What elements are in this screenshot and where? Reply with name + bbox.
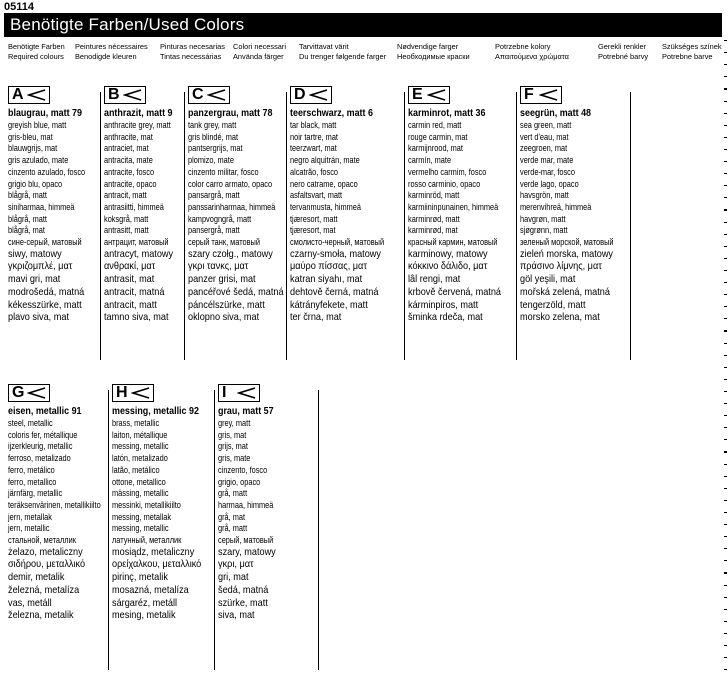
translation-item: antracit, matná — [104, 286, 165, 298]
translation-item: alcatrão, fosco — [290, 166, 338, 177]
translation-item: красный кармин, матовый — [408, 237, 498, 248]
color-column-e — [408, 86, 518, 325]
edge-tick — [724, 52, 727, 53]
translation-item: karminrød, matt — [408, 213, 460, 224]
edge-tick — [724, 125, 727, 126]
translation-item: karminrød, mat — [408, 225, 458, 236]
legend-line-primary: Szükséges színek — [662, 42, 722, 51]
translation-item: siwy, matowy — [8, 248, 62, 260]
translation-item: gris blindé, mat — [188, 131, 239, 142]
translation-item: ijzerkleurig, metallic — [8, 441, 73, 452]
translation-item: серый, матовый — [218, 535, 274, 546]
legend-entry — [75, 42, 148, 61]
edge-tick — [724, 524, 727, 525]
translation-item: ferro, metallico — [8, 476, 57, 487]
translation-item: ottone, metallico — [112, 476, 166, 487]
column-divider — [516, 92, 517, 360]
translation-item: merenvihreä, himmeä — [520, 201, 592, 212]
translation-item: cinzento azulado, fosco — [8, 166, 86, 177]
translation-item: greyish blue, matt — [8, 120, 67, 130]
translation-item: grey, matt — [218, 418, 251, 428]
page-title: Benötigte Farben/Used Colors — [4, 13, 722, 37]
legend-line-primary: Potrzebne kolory — [495, 42, 551, 51]
pointer-arrow-icon — [131, 387, 151, 399]
edge-tick — [724, 597, 727, 598]
translation-item: karmijnrood, mat — [408, 143, 463, 154]
translation-item: gris, mate — [218, 453, 251, 464]
translation-list — [112, 418, 213, 623]
column-divider — [286, 92, 287, 360]
edge-tick — [724, 657, 727, 658]
translation-item: mořská zelená, matná — [520, 286, 610, 298]
color-column-d — [290, 86, 405, 325]
translation-item: železna, metalik — [8, 610, 74, 622]
translation-item: mavi gri, mat — [8, 274, 61, 286]
legend-line-secondary: Необходимые краски — [397, 51, 470, 61]
edge-tick — [724, 669, 727, 670]
color-letter: C — [192, 86, 204, 103]
translation-item: carmin red, matt — [408, 120, 462, 130]
edge-tick — [724, 64, 727, 65]
column-divider — [404, 92, 405, 360]
translation-item: messinki, metallikiilto — [112, 499, 181, 510]
edge-tick — [724, 101, 727, 102]
translation-list — [8, 418, 121, 623]
pointer-arrow-icon — [539, 89, 559, 101]
translation-item: ferroso, metalizado — [8, 453, 71, 464]
legend-line-primary: Gerekli renkler — [598, 42, 647, 51]
edge-ticks — [723, 40, 727, 680]
edge-tick — [724, 330, 727, 331]
color-column-a — [8, 86, 102, 325]
color-name: anthrazit, matt 9 — [104, 108, 173, 119]
translation-item: blågrå, matt — [8, 213, 47, 224]
edge-tick — [724, 294, 727, 295]
translation-item: mosiądz, metaliczny — [112, 546, 195, 558]
translation-list — [218, 418, 286, 623]
pointer-arrow-icon — [207, 89, 227, 101]
edge-tick — [724, 318, 727, 319]
column-divider — [214, 390, 215, 670]
translation-item: gris azulado, mate — [8, 155, 69, 166]
translation-item: havgrøn, matt — [520, 213, 566, 224]
translation-item: havsgrön, matt — [520, 190, 569, 201]
edge-tick — [724, 40, 727, 41]
color-column-c — [188, 86, 297, 325]
translation-item: verde-mar, fosco — [520, 166, 575, 177]
color-letter-box — [104, 86, 146, 104]
edge-tick — [724, 621, 727, 622]
translation-item: зеленый морской, матовый — [520, 237, 614, 248]
translation-list — [290, 120, 405, 325]
edge-tick — [724, 137, 727, 138]
translation-list — [104, 120, 185, 325]
edge-tick — [724, 282, 727, 283]
translation-item: gri, mat — [218, 572, 249, 584]
column-divider — [630, 92, 631, 360]
translation-item: cinzento, fosco — [218, 464, 268, 475]
translation-item: messing, metallak — [112, 511, 172, 522]
translation-item: páncélszürke, matt — [188, 299, 265, 311]
translation-item: morsko zelena, mat — [520, 312, 600, 324]
color-letter: I — [222, 384, 227, 401]
translation-item: koksgrå, matt — [104, 213, 149, 224]
legend-line-secondary: Benodigde kleuren — [75, 51, 137, 61]
translation-item: серый танк, матовый — [188, 237, 260, 248]
translation-item: blågrå, mat — [8, 225, 45, 236]
edge-tick — [724, 343, 727, 344]
edge-tick — [724, 161, 727, 162]
translation-item: антрацит, матовый — [104, 237, 169, 248]
legend-line-primary: Peintures nécessaires — [75, 42, 148, 51]
translation-item: pansergrå, matt — [188, 225, 240, 236]
translation-list — [188, 120, 297, 325]
legend-line-secondary: Potrebne barve — [662, 51, 713, 61]
color-letter: F — [524, 86, 534, 103]
translation-item: jern, metallic — [8, 523, 50, 534]
edge-tick — [724, 391, 727, 392]
color-name: blaugrau, matt 79 — [8, 108, 83, 119]
translation-item: kátrányfekete, matt — [290, 299, 368, 311]
translation-item: mässing, metallic — [112, 488, 169, 499]
translation-item: latão, metálico — [112, 464, 160, 475]
translation-item: kárminpiros, matt — [408, 299, 479, 311]
translation-item: pancéřové šedá, matná — [188, 286, 284, 298]
translation-item: żelazo, metaliczny — [8, 546, 83, 558]
translation-item: plavo siva, mat — [8, 312, 69, 324]
color-letter-box — [408, 86, 450, 104]
column-divider — [318, 390, 319, 670]
translation-item: antracit, matt — [104, 299, 157, 311]
color-letter: B — [108, 86, 120, 103]
translation-item: смолисто-черный, матовый — [290, 237, 385, 248]
translation-item: brass, metallic — [112, 418, 160, 428]
translation-item: krbově červená, matná — [408, 286, 502, 298]
legend-entry — [397, 42, 470, 61]
edge-tick — [724, 609, 727, 610]
legend-line-secondary: Tintas necessárias — [160, 51, 222, 61]
translation-item: gris-bleu, mat — [8, 131, 53, 142]
color-column-g — [8, 384, 121, 623]
edge-tick — [724, 645, 727, 646]
pointer-arrow-icon — [27, 387, 47, 399]
edge-tick — [724, 476, 727, 477]
translation-item: carmín, mate — [408, 155, 452, 166]
translation-item: karmiininpunainen, himmeä — [408, 201, 499, 212]
translation-item: antracit, matt — [104, 190, 147, 201]
color-column-f — [520, 86, 634, 325]
translation-item: sjøgrønn, matt — [520, 225, 568, 236]
translation-item: стальной, металлик — [8, 535, 76, 546]
translation-item: pirinç, metalik — [112, 572, 168, 584]
translation-item: oklopno siva, mat — [188, 312, 260, 324]
edge-tick — [724, 197, 727, 198]
translation-item: szary czołg., matowy — [188, 248, 273, 260]
edge-tick — [724, 246, 727, 247]
edge-tick — [724, 488, 727, 489]
translation-list — [520, 120, 634, 325]
color-letter-box — [218, 384, 260, 402]
edge-tick — [724, 536, 727, 537]
color-letter-box — [290, 86, 332, 104]
color-letter: A — [12, 86, 24, 103]
edge-tick — [724, 464, 727, 465]
color-letter: D — [294, 86, 306, 103]
column-divider — [184, 92, 185, 360]
legend-line-primary: Benötigte Farben — [8, 42, 65, 51]
translation-item: kékesszürke, matt — [8, 299, 82, 311]
translation-item: vermelho carmim, fosco — [408, 166, 487, 177]
pointer-arrow-icon — [427, 89, 447, 101]
translation-item: dehtově černá, matná — [290, 286, 379, 298]
edge-tick — [724, 222, 727, 223]
translation-item: grijs, mat — [218, 441, 248, 452]
edge-tick — [724, 633, 727, 634]
edge-tick — [724, 270, 727, 271]
color-letter: G — [12, 384, 25, 401]
translation-item: modrošedá, matná — [8, 286, 85, 298]
legend-line-secondary: Απαιτούμενα χρώματα — [495, 51, 569, 61]
edge-tick — [724, 512, 727, 513]
translation-item: zeegroen, mat — [520, 143, 568, 154]
translation-item: tjæresort, mat — [290, 225, 336, 236]
translation-item: tar black, matt — [290, 120, 337, 130]
translation-item: plomizo, mate — [188, 155, 234, 166]
pointer-arrow-icon — [123, 89, 143, 101]
translation-item: latón, metalizado — [112, 453, 168, 464]
legend-entry — [160, 42, 225, 61]
legend-line-secondary: Använda färger — [233, 51, 284, 61]
translation-item: antrasitt, matt — [104, 225, 149, 236]
translation-item: rouge carmin, mat — [408, 131, 468, 142]
edge-tick — [724, 415, 727, 416]
edge-tick — [724, 306, 727, 307]
legend-entry — [598, 42, 648, 61]
color-name: seegrün, matt 48 — [520, 108, 592, 119]
translation-item: сине-серый, матовый — [8, 237, 82, 248]
edge-tick — [724, 173, 727, 174]
edge-tick — [724, 149, 727, 150]
translation-item: grå, mat — [218, 511, 246, 522]
translation-item: antracite, opaco — [104, 178, 157, 189]
translation-item: grigio, opaco — [218, 476, 261, 487]
translation-item: antraciet, mat — [104, 143, 149, 154]
translation-item: blågrå, matt — [8, 190, 47, 201]
color-letter-box — [8, 86, 50, 104]
translation-item: negro alquitrán, mate — [290, 155, 360, 166]
translation-item: noir tartre, mat — [290, 131, 338, 142]
edge-tick — [724, 379, 727, 380]
pointer-arrow-icon — [237, 387, 257, 399]
translation-item: antracite, fosco — [104, 166, 155, 177]
edge-tick — [724, 258, 727, 259]
translation-item: σιδήρου, μεταλλικό — [8, 559, 86, 571]
translation-item: grigio blu, opaco — [8, 178, 63, 189]
translation-item: sea green, matt — [520, 120, 572, 130]
legend-entry — [299, 42, 386, 61]
edge-tick — [724, 427, 727, 428]
translation-item: tank grey, matt — [188, 120, 237, 130]
translation-item: šminka rdeča, mat — [408, 312, 483, 324]
legend-entry — [662, 42, 722, 61]
translation-item: blauwgrijs, mat — [8, 143, 58, 154]
translation-item: vert d'eau, mat — [520, 131, 569, 142]
translation-item: coloris fer, métallique — [8, 429, 78, 440]
translation-item: κόκκινο δάλιδο, ματ — [408, 261, 488, 273]
edge-tick — [724, 209, 727, 210]
translation-item: rosso carminio, opaco — [408, 178, 481, 189]
color-column-h — [112, 384, 213, 623]
legend-line-primary: Tarvittavat värit — [299, 42, 349, 51]
color-letter: H — [116, 384, 128, 401]
edge-tick — [724, 113, 727, 114]
translation-item: verde lago, opaco — [520, 178, 579, 189]
translation-item: lâl rengi, mat — [408, 274, 461, 286]
translation-item: pantsergrijs, mat — [188, 143, 243, 154]
translation-item: anthracite, mat — [104, 131, 153, 142]
translation-item: panzer grisi, mat — [188, 274, 256, 286]
edge-tick — [724, 548, 727, 549]
translation-item: pansargrå, matt — [188, 190, 240, 201]
legend-line-secondary: Required colours — [8, 51, 64, 61]
color-letter-box — [520, 86, 562, 104]
translation-item: teerzwart, mat — [290, 143, 337, 154]
translation-item: tjæresort, matt — [290, 213, 338, 224]
translation-item: γκρι, ματ — [218, 559, 254, 571]
translation-item: ανθρακί, ματ — [104, 261, 156, 273]
legend-entry — [495, 42, 569, 61]
translation-item: järnfärg, metallic — [8, 488, 63, 499]
column-divider — [108, 390, 109, 670]
translation-item: antrasiitti, himmeä — [104, 201, 164, 212]
translation-item: steel, metallic — [8, 418, 53, 428]
sheet-code: 05114 — [4, 1, 34, 13]
translation-item: mesing, metalik — [112, 610, 176, 622]
color-name: karminrot, matt 36 — [408, 108, 486, 119]
translation-item: μαύρο πίσσας, ματ — [290, 261, 367, 273]
translation-item: tengerzöld, matt — [520, 299, 586, 311]
translation-item: sárgaréz, metáll — [112, 597, 178, 609]
translation-item: antrasit, mat — [104, 274, 155, 286]
color-letter-box — [112, 384, 154, 402]
translation-item: mosazná, metalíza — [112, 584, 189, 596]
translation-item: vas, metáll — [8, 597, 52, 609]
translation-item: verde mar, mate — [520, 155, 574, 166]
color-letter-box — [8, 384, 50, 402]
translation-item: messing, metallic — [112, 441, 169, 452]
legend-entry — [8, 42, 65, 61]
translation-item: nero catrame, opaco — [290, 178, 358, 189]
color-letter: E — [412, 86, 423, 103]
translation-item: laiton, métallique — [112, 429, 168, 440]
edge-tick — [724, 234, 727, 235]
color-name: messing, metallic 92 — [112, 406, 199, 417]
translation-item: siniharmaa, himmeä — [8, 201, 75, 212]
translation-item: siva, mat — [218, 610, 255, 622]
edge-tick — [724, 572, 727, 573]
translation-item: karminröd, matt — [408, 190, 460, 201]
translation-item: šedá, matná — [218, 584, 269, 596]
legend-line-primary: Colori necessari — [233, 42, 286, 51]
translation-item: color carro armato, opaco — [188, 178, 273, 189]
edge-tick — [724, 500, 727, 501]
translation-list — [8, 120, 102, 325]
legend-line-primary: Pinturas necesarias — [160, 42, 225, 51]
translation-item: πράσινο λίμνης, ματ — [520, 261, 602, 273]
column-divider — [100, 92, 101, 360]
translation-list — [408, 120, 518, 325]
color-column-b — [104, 86, 185, 325]
translation-item: ferro, metálico — [8, 464, 55, 475]
color-name: panzergrau, matt 78 — [188, 108, 273, 119]
edge-tick — [724, 367, 727, 368]
translation-item: ορείχαλκου, μεταλλικό — [112, 559, 202, 571]
translation-item: teräksenvärinen, metallikiilto — [8, 499, 101, 510]
legend-line-secondary: Du trenger følgende farger — [299, 51, 387, 61]
color-column-i — [218, 384, 286, 623]
edge-tick — [724, 403, 727, 404]
edge-tick — [724, 185, 727, 186]
translation-item: katran siyahı, mat — [290, 274, 363, 286]
translation-item: asfaltsvart, matt — [290, 190, 343, 201]
translation-item: tamno siva, mat — [104, 312, 169, 324]
translation-item: harmaa, himmeä — [218, 499, 274, 510]
translation-item: messing, metallic — [112, 523, 169, 534]
color-name: eisen, metallic 91 — [8, 406, 82, 417]
color-letter-box — [188, 86, 230, 104]
translation-item: grå, matt — [218, 523, 248, 534]
translation-item: zieleń morska, matowy — [520, 248, 614, 260]
translation-item: szürke, matt — [218, 597, 268, 609]
edge-tick — [724, 76, 727, 77]
translation-item: ter črna, mat — [290, 312, 342, 324]
pointer-arrow-icon — [27, 89, 47, 101]
translation-item: železná, metalíza — [8, 584, 80, 596]
translation-item: anthracite grey, matt — [104, 120, 171, 130]
translation-item: tervanmusta, himmeä — [290, 201, 361, 212]
pointer-arrow-icon — [309, 89, 329, 101]
legend-line-secondary: Potrebné barvy — [598, 51, 649, 61]
translation-item: czarny-smoła, matowy — [290, 248, 381, 260]
translation-item: karminowy, matowy — [408, 248, 488, 260]
translation-item: gris, mat — [218, 429, 247, 440]
translation-item: göl yeşili, mat — [520, 274, 576, 286]
color-name: teerschwarz, matt 6 — [290, 108, 373, 119]
translation-item: demir, metalik — [8, 572, 65, 584]
edge-tick — [724, 439, 727, 440]
translation-item: grå, matt — [218, 488, 248, 499]
edge-tick — [724, 451, 727, 452]
edge-tick — [724, 560, 727, 561]
edge-tick — [724, 88, 727, 89]
translation-item: szary, matowy — [218, 546, 276, 558]
translation-item: γκριζομπλέ, ματ — [8, 261, 73, 273]
translation-item: cinzento militar, fosco — [188, 166, 259, 177]
translation-item: jern, metallak — [8, 511, 52, 522]
translation-item: γκρι τανκς, ματ — [188, 261, 249, 273]
translation-item: antracita, mate — [104, 155, 153, 166]
edge-tick — [724, 585, 727, 586]
translation-item: antracyt, matowy — [104, 248, 174, 260]
color-name: grau, matt 57 — [218, 406, 274, 417]
translation-item: panssarinharmaa, himmeä — [188, 201, 276, 212]
legend-entry — [233, 42, 286, 61]
translation-item: kampvogngrå, matt — [188, 213, 252, 224]
translation-item: латунный, металлик — [112, 535, 182, 546]
legend-line-primary: Nødvendige farger — [397, 42, 459, 51]
edge-tick — [724, 355, 727, 356]
